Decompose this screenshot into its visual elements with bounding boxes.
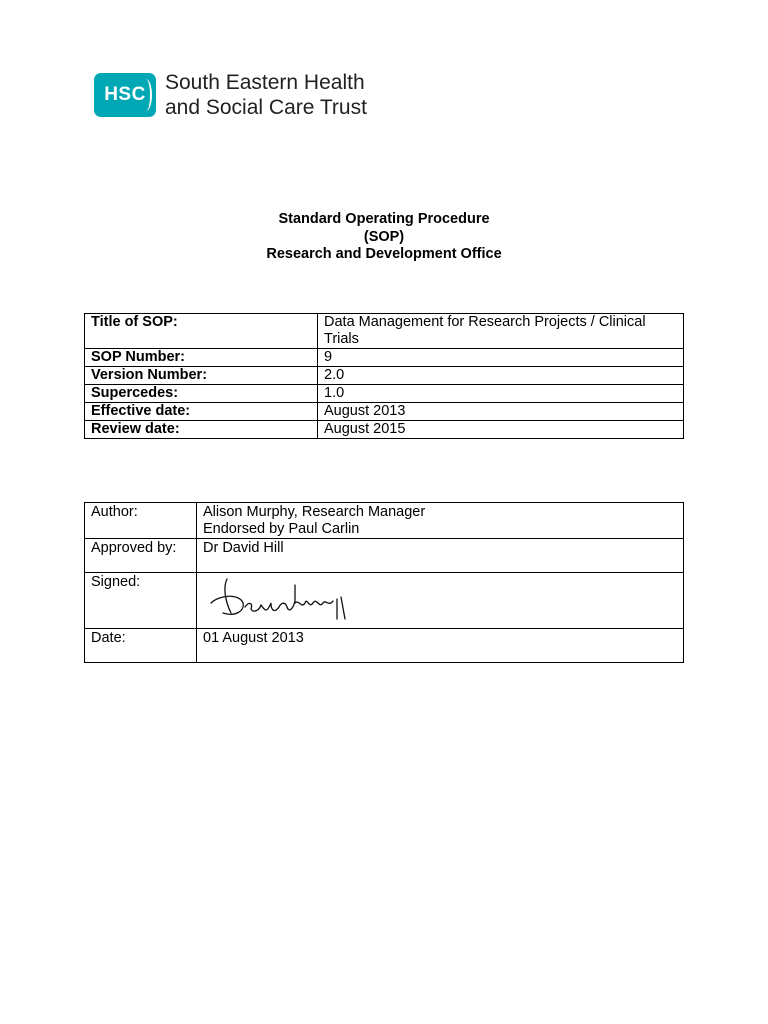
signed-label: Signed:: [85, 573, 197, 629]
author-label: Author:: [85, 503, 197, 539]
heading-line1: Standard Operating Procedure: [278, 211, 490, 227]
approved-label: Approved by:: [85, 539, 197, 573]
author-value: [197, 503, 684, 539]
signature-image: [205, 573, 365, 627]
approved-value: Dr David Hill: [197, 539, 684, 573]
author-line1: Alison Murphy, Research Manager: [203, 504, 426, 520]
row-value: 9: [318, 349, 684, 367]
row-value: 2.0: [318, 367, 684, 385]
row-label: SOP Number:: [85, 349, 318, 367]
row-value: 1.0: [318, 385, 684, 403]
heading-line2: (SOP): [363, 228, 405, 245]
table-row: [85, 403, 684, 421]
signature-cell: [197, 573, 684, 629]
row-label: Supercedes:: [85, 385, 318, 403]
logo-name: [165, 70, 367, 120]
row-label: Version Number:: [85, 367, 318, 385]
logo-name-line1: South Eastern Health: [165, 71, 365, 94]
logo-name-line2: and Social Care Trust: [165, 96, 367, 119]
table-row: [85, 314, 684, 349]
row-value: Data Management for Research Projects / Clinical Trials: [318, 314, 684, 349]
table-row: [85, 629, 684, 663]
table-row: [85, 349, 684, 367]
date-value: 01 August 2013: [197, 629, 684, 663]
table-row: [85, 573, 684, 629]
heading-line3: Research and Development Office: [266, 246, 502, 262]
trust-logo: [94, 70, 367, 120]
table-row: [85, 367, 684, 385]
row-value: August 2013: [318, 403, 684, 421]
row-label: Title of SOP:: [85, 314, 318, 349]
logo-badge-text: HSC: [104, 84, 146, 105]
sop-details-table: [84, 313, 684, 439]
table-row: [85, 421, 684, 439]
hsc-logo-icon: [94, 73, 156, 117]
row-label: Effective date:: [85, 403, 318, 421]
date-label: Date:: [85, 629, 197, 663]
table-row: [85, 503, 684, 539]
approval-table: [84, 502, 684, 663]
table-row: [85, 385, 684, 403]
document-heading: [0, 211, 768, 264]
author-line2: Endorsed by Paul Carlin: [203, 521, 360, 537]
table-row: [85, 539, 684, 573]
row-value: August 2015: [318, 421, 684, 439]
row-label: Review date:: [85, 421, 318, 439]
